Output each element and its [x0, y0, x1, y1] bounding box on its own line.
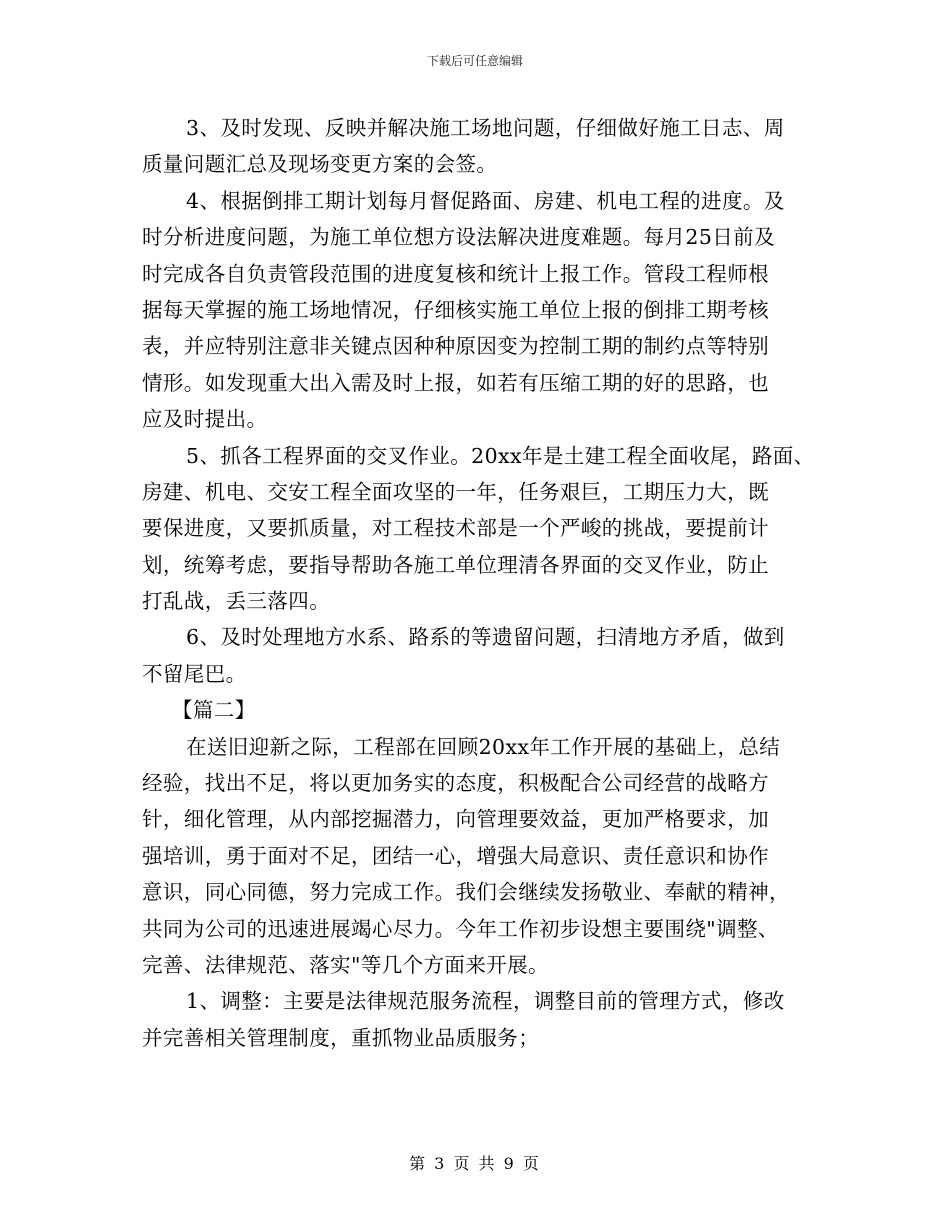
text-line: 时完成各自负责管段范围的进度复核和统计上报工作。管段工程师根 [142, 261, 769, 286]
text-line: 意识，同心同德，努力完成工作。我们会继续发扬敬业、奉献的精神， [142, 880, 790, 905]
text-line: 表，并应特别注意非关键点因种种原因变为控制工期的制约点等特别 [142, 334, 769, 359]
section-heading: 【篇二】 [172, 698, 256, 723]
text-line: 情形。如发现重大出入需及时上报，如若有压缩工期的好的思路，也 [142, 370, 769, 395]
text-line: 房建、机电、交安工程全面攻坚的一年，任务艰巨，工期压力大，既 [142, 479, 769, 504]
text-line: 据每天掌握的施工场地情况，仔细核实施工单位上报的倒排工期考核 [142, 297, 769, 322]
text-line: 要保进度，又要抓质量，对工程技术部是一个严峻的挑战，要提前计 [142, 516, 769, 541]
text-line: 6、及时处理地方水系、路系的等遗留问题，扫清地方矛盾，做到 [186, 625, 785, 650]
text-line: 经验，找出不足，将以更加务实的态度，积极配合公司经营的战略方 [142, 771, 769, 796]
page-header: 下载后可任意编辑 [426, 54, 523, 68]
text-line: 4、根据倒排工期计划每月督促路面、房建、机电工程的进度。及 [186, 188, 785, 213]
text-line: 3、及时发现、反映并解决施工场地问题，仔细做好施工日志、周 [186, 116, 785, 140]
text-line: 5、抓各工程界面的交叉作业。20xx年是土建工程全面收尾，路面、 [186, 443, 815, 468]
page-footer: 第 3 页 共 9 页 [409, 1154, 541, 1173]
text-line: 应及时提出。 [142, 407, 268, 432]
text-line: 划，统筹考虑，要指导帮助各施工单位理清各界面的交叉作业，防止 [142, 552, 769, 577]
text-line: 强培训，勇于面对不足，团结一心，增强大局意识、责任意识和协作 [142, 843, 769, 868]
text-line: 针，细化管理，从内部挖掘潜力，向管理要效益，更加严格要求，加 [142, 807, 769, 832]
text-line: 共同为公司的迅速进展竭心尽力。今年工作初步设想主要围绕"调整、 [142, 916, 779, 941]
text-line: 1、调整：主要是法律规范服务流程，调整目前的管理方式，修改 [186, 989, 785, 1014]
text-line: 不留尾巴。 [142, 661, 247, 686]
text-line: 时分析进度问题，为施工单位想方设法解决进度难题。每月25日前及 [142, 225, 775, 250]
text-line: 并完善相关管理制度，重抓物业品质服务； [142, 1025, 540, 1050]
text-line: 完善、法律规范、落实"等几个方面来开展。 [142, 952, 549, 977]
text-line: 质量问题汇总及现场变更方案的会签。 [142, 152, 498, 177]
text-line: 在送旧迎新之际，工程部在回顾20xx年工作开展的基础上，总结 [186, 734, 781, 759]
document-body [142, 110, 832, 1056]
text-line: 打乱战，丢三落四。 [142, 589, 331, 614]
